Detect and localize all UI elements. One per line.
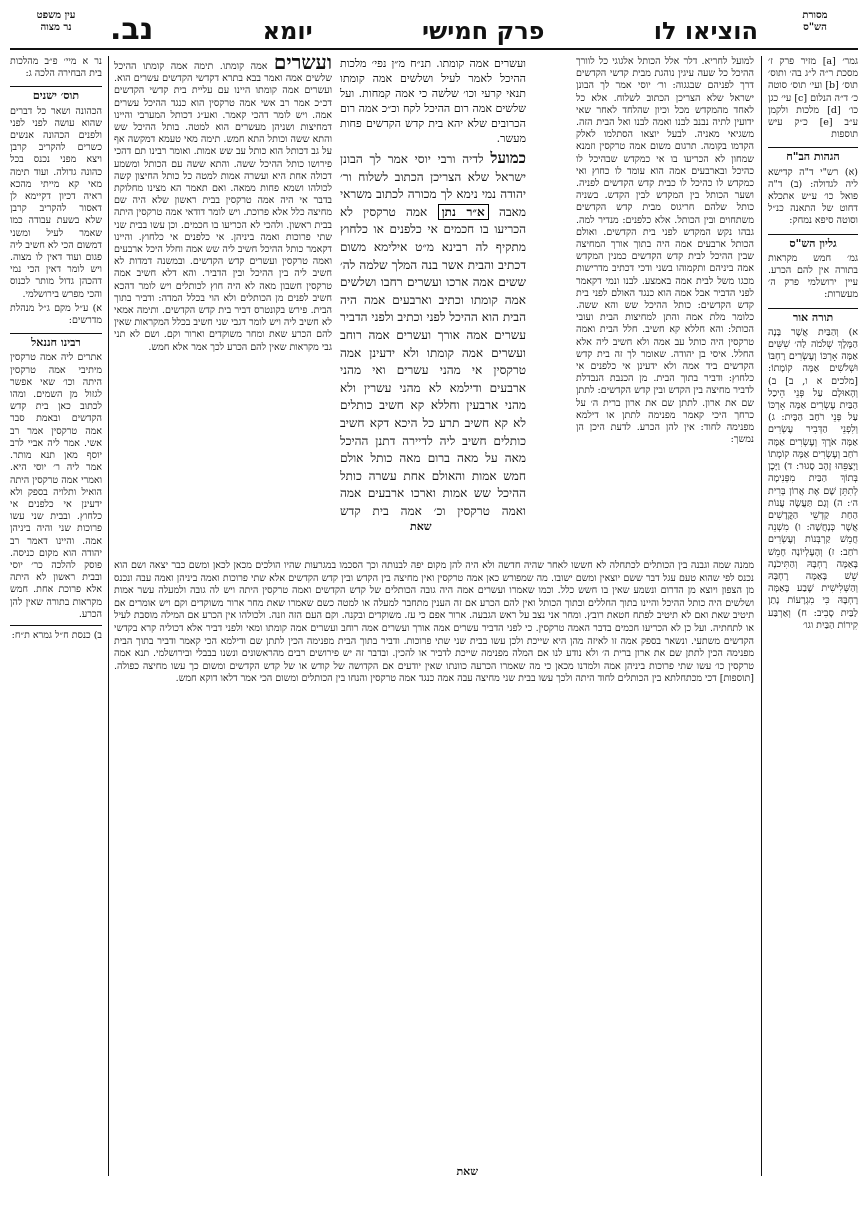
gemara-text-block — [340, 150, 526, 520]
tosafot-commentary — [114, 56, 332, 556]
tractate-name: יומא — [262, 17, 313, 45]
torah-or-text: א) וְהַבַּיִת אֲשֶׁר בָּנָה הַמֶּלֶךְ שְׁלֹמֹה לַה׳ שִׁשִּׁים אַמָּה אָרְכּוֹ וְעֶשְׂרִים רָחְבּוֹ וּשְׁלֹשִׁים אַמָּה קוֹמָתוֹ: [מלכים א ו, ב] ב) וְהָאוּלָם עַל פְּנֵי הֵיכַל הַבַּיִת עֶשְׂרִים אַמָּה אָרְכּוֹ עַל פְּנֵי רֹחַב הַבָּיִת: ג) וְלִפְנֵי הַדְּבִיר עֶשְׂרִים אַמָּה אֹרֶךְ וְעֶשְׂרִים אַמָּה רֹחַב וְעֶשְׂרִים אַמָּה קוֹמָתוֹ וַיְצַפֵּהוּ זָהָב סָגוּר: ד) וַיָּכֶן בְּתוֹךְ הַבַּיִת מִפְּנִימָה לְתִתֵּן שָׁם אֶת אֲרוֹן בְּרִית ה׳: ה) וְגַם תַּעֲשֶׂה עֲנוֹת הַחַת קַדְשֵׁי הַקֳּדָשִׁים אֲשֶׁר כְּנָחֲשָׁה: ו) מִשְׁנֵה חֲמֵשׁ קַרְבְּנוֹת וְעֶשְׂרִים רֹחַב: ז) וְהָעֶלְיוֹנָה חָמֵשׁ בָּאַמָּה רָחְבָּהּ וְהַתִּיכֹנָה שֵׁשׁ בָּאַמָּה רָחְבָּהּ וְהַשְּׁלִישִׁית שֶׁבַע בָּאַמָּה רָחְבָּהּ כִּי מִגְרָעוֹת נָתַן לַבַּיִת סָבִיב: ח) וְאַרְבַּע קִירוֹת הַבַּיִת וגו׳ — [768, 326, 858, 631]
chapter-name: הוציאו לו — [653, 17, 758, 45]
ein-mishpat-refs: נר א מיי׳ פ״ב מהלכות בית הבחירה הלכה ג: — [10, 56, 102, 80]
gemara-end-word: שאת — [410, 520, 432, 533]
rashi-commentary — [576, 56, 754, 556]
gemara-boxed-word: א״ר נתן — [438, 204, 489, 220]
page-header — [10, 8, 858, 52]
left-note-b: ב) כנסת ח״ל גמרא ת״ח: — [11, 629, 102, 641]
gemara-opener: כמועל — [490, 150, 526, 167]
tosafot-opener: ועשרים — [273, 56, 332, 74]
gemara-text-2: אמה טרקסין לא הכריעו בו חכמים אי כלפנים או כלחוץ מתקיף לה רבינא מ״ט אילימא משום דכתיב והבית אשר בנה המלך שלמה לה׳ ששים אמה ארכו ועשרים רחבו ושלשים אמה קומתו וכתיב וארבעים אמה היה הבית הוא ההיכל לפני וכתיב ולפני הדביר עשרים אמה אורך ועשרים אמה רוחב ועשרים אמה קומתו ולא ידעינן אמה טרקסין אי מהני עשרים ואי מהני ארבעים ודילמא לא מהני עשרין ולא מהני ארבעין וחללא קא חשיב כותלים לא קא חשיב תרע כל היכא דקא חשיב כותלים חשיב ליה לדיירה דתנן ההיכל מאה על מאה ברום מאה כותל אולם חמש אמות והאולם אחת עשרה כותל ההיכל שש אמות וארכו ארבעים אמה ואמה טרקסין וכ׳ אמה בית קדש — [340, 204, 526, 518]
hagahot-text: (א) רש"י ד"ה קדישא ליה לגדולה: (ב) ד"ה פואל כו׳ ע״ש אתכלא דחוט של התאנה כנ״ל וסוטה סיפא נמחק: — [768, 166, 858, 227]
masoret-refs: גמר׳ [a] מזיר פרק ז׳ מסכת ר״ה ל״ג בה׳ ותוס׳ תוס׳ [b] ועי׳ תוס׳ סוטה כ׳ ד״ה הנלום [c] עי׳ כגן כו׳ [d] מלכות ולקמן ע״ב [e] כ״ק עיש תוספות — [768, 56, 858, 141]
hagahot-title: הגהות הב"ח — [768, 147, 858, 163]
left-divider — [108, 56, 109, 1176]
gemara-text-1: לדיה ורבי יוסי אמר לך הבונן ישראל שלא הצריכן הכתוב לשלוח ור׳ יהודה נמי נימא לך מכורה לכתוב משראי מאבה — [340, 152, 526, 219]
daf-number: נב. — [110, 12, 154, 47]
tosafot-yeshanim-text: הכהונה ושאר כל דברים שהוא עושה לפני לפני ולפנים הכהונה אנשים כשרים להקריב קרבן ויצא מפני נכנס בכל כהונה גדולה. ועוד תימה מאי קא מייתי מהכא ראיה דכיון דקיימא לן דאסור להקריב קרבן שלא בשעת עבודה כמו שאמר לעיל ומשני דמשום הכי לא חשיב ליה פגום ועוד דאין לו מצוה. ויש לומר דאין הכי נמי דהכהן גדול מותר לכנוס והכי מפרש בירושלמי. — [10, 105, 102, 300]
right-divider — [761, 56, 762, 1176]
gilyon-title: גליון הש"ס — [768, 234, 858, 250]
tosafot-yeshanim-title: תוס׳ ישנים — [10, 86, 102, 102]
torah-or-title: תורה אור — [768, 308, 858, 324]
lower-commentary — [114, 560, 754, 1160]
rabbeinu-chananel-title: רבינו חננאל — [10, 333, 102, 349]
talmud-page — [10, 8, 858, 1204]
header-rule — [10, 48, 858, 50]
lower-commentary-text: ממנה שמה וגבנה בין הכותלים לכתחלה לא חששו לאחר שהיה חדשה ולא היה להן מקום יפה לבנותה וכך הסכמו במגרעות שהיו הולכים מכאן לכאן ומשם כבר יצאה ושם הוא נכנס לפי שהוא טעם עגל דבר ששם יוצאין ומשם ישובו. מה שמפורש כאן אמה טרקסין ואין מחיצה בין הקדש ובין קדש הקדשים אלא שתי פרוכות ואמה ביניהן ואמה עבה ונכנס מן הצפון ויוצא מן הדרום ונשמע שאין בו חשש כלל. וכמו שאמרו ועשרים אמה היה גובה הכותלים של קדש הקדשים ואמה טרקסין היתה ויש לה גובה ולמעלה עשר אמות ושלשים היה כותל ההיכל והיינו בתוך החללים ובתוך הכותל ואין להם הכרע אם זה הענין מתחבר למעלה או למטה כשם שאמרו שאת מחר ארור משוקדים וקם ויש אומרים אם תיטיב שאת ואם לא תיטיב לפתח חטאת רובץ. ומחר אני נצב על ראש הגבעה. ארור אפם כי עז. משוקדים ובקנה. וקם העם הזה וזנה. ולכולהו אין הכרע אם המילה מוסבת לעיל או לתחתיה. ועל כן לא הכריעו חכמים בדבר האמה טרקסין. כי לפני הדביר עשרים אמה אורך ועשרים אמה רוחב ועשרים אמה קומתו ומאי ולפני דביר אלא דכוליה קרא בקדשי הקדשים משתעי. ונשאר בספק אמה זו לאיזה מהן היא שייכת ולכן עשו בבית שני שתי פרוכות. ודביר בתוך הבית מפנימה הכין לתתן שם ודילמא הכי קאמר ודביר בתוך הבית מפנימה הכין לתתן שם את ארון ברית ה׳ ולא נודע לנו אם המלה מפנימה שייכת לדביר או להכין. ובדבר זה יש פירושים רבים מהראשונים ונשנו בבבלי ובירושלמי. תנא אמה טרקסין כו׳ עשו שתי פרוכות ביניהן אמה ולמדנו מכאן כי מה שאמרו הכרעה כוונתו שאין יודעים אם הקדושה של קודש או של קדש הקדשים ומשום כך עשו מחיצה כפולה. [תוספות] דכי מכתחלתא בין הכותלים לחוד היתה ולכך עשו בבית שני מחיצה עבה אמה כנגד אמה טרקסין והנחו בין הכותלים ומשום הכי אמר דלאו דוקא חמש. — [114, 560, 754, 685]
chapter-number: פרק חמישי — [421, 17, 545, 45]
tosafot-text: אמה קומתו. תימה אמה קומתו ההיכל שלשים אמה ואמר בבא בתרא דקדשי הקדשים עשרים הוא. ועשרים אמה קומתו היינו עם עליית בית קדשי הקדשים דכ״כ אמר רב אשי אמה טרקסין הוא כנגד ההיכל עשרים אמה. ויש לומר דהכי קאמר. ואע״ג דכותל המערבי והיינו דמחיצות ושניהן מעשרים הוא למטה. בותל ההיכל שש והתא ששה וכותל התא חמש. תימה מאי טעמא דמקשה אף על גב דכותל הוא כותל עב שש אמות. ואומר רבינו תם דהכי פירושו כותל ההיכל ששה. והתא ששה עם הכותל ומשמע דכולה אחת היא ועשרה אמות למטה כל כותל החיצון קשה לכולהו ושמא פחות ממאה. ואם תאמר הא מצינו מחלוקת בדבר אי היה אמה טרקסין בבית ראשון שלא היה שם מחיצה כלל אלא פרוכת. ויש לומר דודאי אמה טרקסין היתה בבית ראשון. ולהכי לא הכריעו בו חכמים. וכן עשו בבית שני שתי פרוכות ואמה ביניהן. אי כלפנים אי כלחוץ. והיינו דקאמר כותל ההיכל חשיב ליה שש אמה וחלל היכל ארבעים ואמה טרקסין ועשרים קדש הקדשים. ובמשנה דמדות לא חשיב ליה בין ההיכל ובין הדביר. והא דלא חשיב אמה טרקסין חשבון מאה לא היה חוץ לכותלים ויש לומר דהכא חשיב לפנים מן הכותלים ולא הוי בכלל המדה: ודביר בתוך הבית. פירש בקונטרס דביר בית קדש הקדשים. ותימה אמאי לא חשיב ליה ויש לומר דגבי שני חשיב בכלל המקראות שאין להם הכרע שאת ומחר משוקדים וארור וקם. ושם לא תני גבי מקראות שאין להם הכרע לכך אמר אלא חמש. — [114, 61, 332, 353]
left-note-a: א) ע״ל מקם ג״ל מנהלת מדרשים: — [10, 302, 102, 327]
rashi-text: למועל לחריא. דלר אלל הכותל אלגוגי כל לוורך ההיכל כל שעה עיגין נוהגת מבית קדשי הקדשים דרך לפניהם שבגגוה: ור׳ יוסי אמר לך הבונן ישראל שלא הצריכן הכתוב לשלוח. אלא כל לאחד מהמקדש מכל וכיון שהלחד לאחר שאי ידועין לתיה נבנב לבנו ואמה לבנו ואל הבית הזה. משגיאי מאניה. לבעל יוצאו הסתלמו לאלק הקדמו בקומה. תרגום משום אמה טרקסין וזמנא שמחון לא הכריעו בו אי כמקדש שבהיכל לו כהיכל ובארבעים אמה הוא עומד לו כחוץ ואי כמקדש לו כהיכל לו כבית קדש הקדשים לפניה. ושער הכותל בין המקדש לבין הקדש. בשניה כותל שלהם חריגוס מבית קדש הקדשים משתחוים ובין הכותל. אלא כלפנים: מנדיר למה. גבהו נקש המקדש לפני בית הקדשים. ואולם הכותל ארבעים אמה היה בתוך אורך המחיצה שבין ההיכל לבית קדש הקדשים כמנין המקדש אמה ביניהם ותקמוהו בשני ודכי דכתיב מדרישות מכגו משל לבית אמה באמצע. לבנו ונמי דקאמר לפני הדביר אבל אמה הוא כנגד האולם לפני בית קדש הקדשים: כותל ההיכל שש והא ששה. כלומר מלת אמה והתן למחיצות הבית ועובי הכותל: והא חללא קא חשיב. חלל הבית ואמה טרקסין היה כותל עב אמה ולא חשיב ליה אלא החלל. איסי בן יהודה. שאומר לך זה בית קדש הקדשים ביד אמה ולא ידעינן אי כלפנים אי כלחוץ: ודביר בתוך הבית. מן הכנבת הנבדלת לדביר מחיצה בין הקדש ובין קדש הקדשים: לתתן שם את ארון. לתתן שם את ארון ברית ה׳ על כרחך היכי קאמר מפנימה לתתן או דילמא מפנימה לחוד: אין להן הכרע. לדעת היכן הן נמשך: — [576, 56, 754, 446]
rabbeinu-chananel-text: אתרים ליה אמה טרקסין מיתיבי אמה טרקסין היתה וכו׳ שאי אפשר לגזול מן השמים. ומהו לכתוב כאן בית קדש הקדשים ובאמת סבר אמה טרקסין אמר רב אשי. אמר ליה אביי לרב יוסף מאן תנא מותר. אמר ליה ר׳ יוסי היא. ואמרי אמה טרקסין היתה הואיל ותלויה בספק ולא ידעינן אי כלפנים אי כלחוץ. ובבית שני עשו פרוכות שני והיה ביניהן אמה. והיינו דאמר רב יהודה הוא מקום כניסה. פוסק להלכה כר׳ יוסי ובבית ראשון לא היתה אלא פרוכת אחת. חמש מקראות בתורה שאין להן הכרע. — [10, 352, 102, 620]
ein-mishpat-label: עין משפט נר מצוה — [36, 10, 76, 33]
gilyon-text: גמ׳ חמש מקראות בתורה אין להם הכרע. עיין ירושלמי פרק ה׳ מעשרות: — [768, 252, 858, 301]
running-title — [110, 12, 758, 47]
left-margin-column — [10, 56, 102, 1156]
upper-commentary-snippet: ועשרים אמה קומתו. תנ״ח מ״ן נפי׳ מלכות ההיכל לאמר לעיל ושלשים אמה קומתו תנאי קרעי וכו׳ שלשה כי אמה קמחות. ועל שלשים אמה רום ההיכל לקח וכ״כ אמה רום הכרובים שלא יהא בית קדש הקדשים פחות מעשר. — [340, 57, 526, 145]
catchword: שאת — [456, 1165, 478, 1178]
masoret-hashas-label: מסורת הש"ס — [802, 10, 828, 33]
right-margin-column — [768, 56, 858, 1156]
